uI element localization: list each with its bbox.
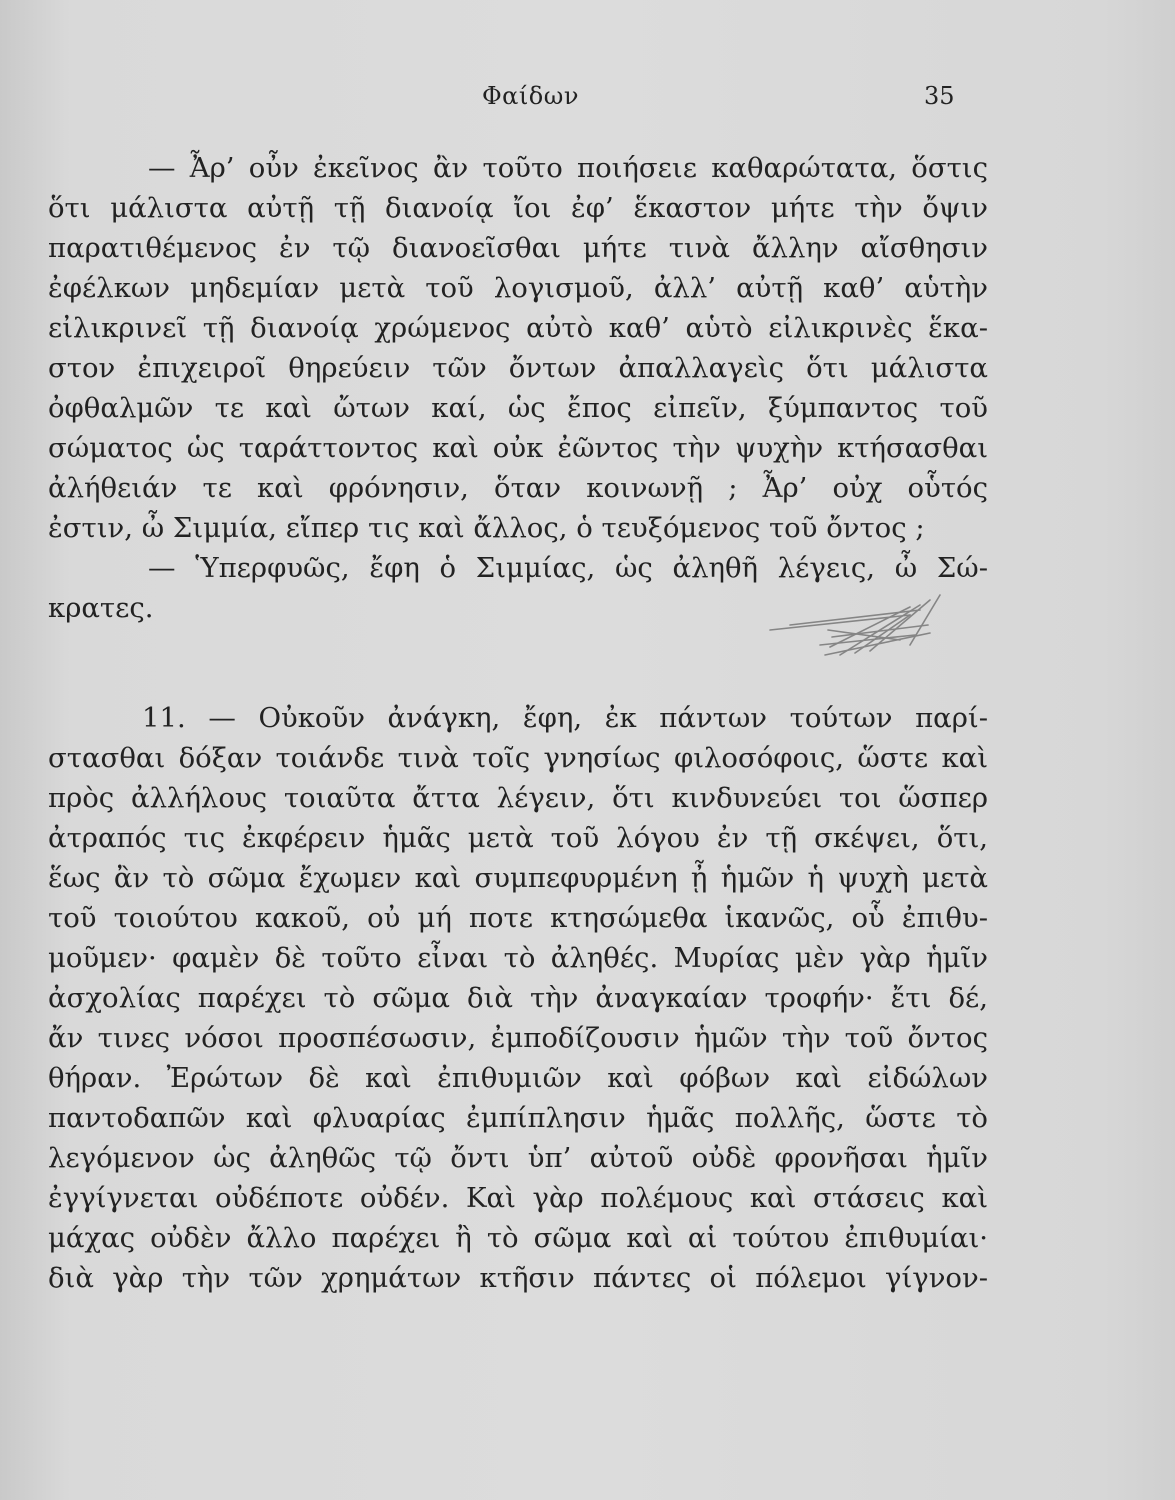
text-line: λεγόμενον ὡς ἀληθῶς τῷ ὄντι ὑπ’ αὐτοῦ οὐδὲ φρονῆσαι ἡμῖν bbox=[48, 1142, 988, 1174]
text-line: — Ἆρ’ οὖν ἐκεῖνος ἂν τοῦτο ποιήσειε καθαρώτατα, ὅστις bbox=[148, 152, 988, 184]
page-header bbox=[0, 82, 1175, 122]
text-line: σώματος ὡς ταράττοντος καὶ οὐκ ἐῶντος τὴν ψυχὴν κτήσασθαι bbox=[48, 432, 988, 464]
text-line: ἐφέλκων μηδεμίαν μετὰ τοῦ λογισμοῦ, ἀλλ’ αὐτῇ καθ’ αὑτὴν bbox=[48, 272, 988, 304]
text-line: ἕως ἂν τὸ σῶμα ἔχωμεν καὶ συμπεφυρμένη ᾖ ἡμῶν ἡ ψυχὴ μετὰ bbox=[48, 862, 988, 894]
text-line: 11. — Οὐκοῦν ἀνάγκη, ἔφη, ἐκ πάντων τούτων παρί- bbox=[142, 702, 988, 734]
text-line: θήραν. Ἐρώτων δὲ καὶ ἐπιθυμιῶν καὶ φόβων καὶ εἰδώλων bbox=[48, 1062, 988, 1094]
page-number: 35 bbox=[924, 82, 955, 110]
text-line: ἐγγίγνεται οὐδέποτε οὐδέν. Καὶ γὰρ πολέμους καὶ στάσεις καὶ bbox=[48, 1182, 988, 1214]
text-line: τοῦ τοιούτου κακοῦ, οὐ μή ποτε κτησώμεθα ἱκανῶς, οὗ ἐπιθυ- bbox=[48, 902, 988, 934]
text-line: ἀτραπός τις ἐκφέρειν ἡμᾶς μετὰ τοῦ λόγου ἐν τῇ σκέψει, ὅτι, bbox=[48, 822, 988, 854]
text-line: ὀφθαλμῶν τε καὶ ὤτων καί, ὡς ἔπος εἰπεῖν, ξύμπαντος τοῦ bbox=[48, 392, 988, 424]
text-line: — Ὑπερφυῶς, ἔφη ὁ Σιμμίας, ὡς ἀληθῆ λέγεις, ὦ Σώ- bbox=[148, 552, 988, 584]
text-line: παρατιθέμενος ἐν τῷ διανοεῖσθαι μήτε τινὰ ἄλλην αἴσθησιν bbox=[48, 232, 988, 264]
text-line: εἰλικρινεῖ τῇ διανοίᾳ χρώμενος αὐτὸ καθ’ αὑτὸ εἰλικρινὲς ἕκα- bbox=[48, 312, 988, 344]
pencil-scribble-mark bbox=[760, 585, 960, 665]
text-line: παντοδαπῶν καὶ φλυαρίας ἐμπίπλησιν ἡμᾶς πολλῆς, ὥστε τὸ bbox=[48, 1102, 988, 1134]
running-title: Φαίδων bbox=[482, 82, 579, 110]
text-line: ἀσχολίας παρέχει τὸ σῶμα διὰ τὴν ἀναγκαίαν τροφήν· ἔτι δέ, bbox=[48, 982, 988, 1014]
text-line: στον ἐπιχειροῖ θηρεύειν τῶν ὄντων ἀπαλλαγεὶς ὅτι μάλιστα bbox=[48, 352, 988, 384]
text-line: ἄν τινες νόσοι προσπέσωσιν, ἐμποδίζουσιν ἡμῶν τὴν τοῦ ὄντος bbox=[48, 1022, 988, 1054]
text-line: ἐστιν, ὦ Σιμμία, εἴπερ τις καὶ ἄλλος, ὁ τευξόμενος τοῦ ὄντος ; bbox=[48, 512, 925, 544]
text-line: διὰ γὰρ τὴν τῶν χρημάτων κτῆσιν πάντες οἱ πόλεμοι γίγνον- bbox=[48, 1262, 988, 1294]
text-line: πρὸς ἀλλήλους τοιαῦτα ἄττα λέγειν, ὅτι κινδυνεύει τοι ὥσπερ bbox=[48, 782, 988, 814]
text-line: στασθαι δόξαν τοιάνδε τινὰ τοῖς γνησίως φιλοσόφοις, ὥστε καὶ bbox=[48, 742, 988, 774]
text-line: μοῦμεν· φαμὲν δὲ τοῦτο εἶναι τὸ ἀληθές. Μυρίας μὲν γὰρ ἡμῖν bbox=[48, 942, 988, 974]
text-line: μάχας οὐδὲν ἄλλο παρέχει ἢ τὸ σῶμα καὶ αἱ τούτου ἐπιθυμίαι· bbox=[48, 1222, 988, 1254]
text-line: ὅτι μάλιστα αὐτῇ τῇ διανοίᾳ ἴοι ἐφ’ ἕκαστον μήτε τὴν ὄψιν bbox=[48, 192, 988, 224]
text-line: κρατες. bbox=[48, 592, 154, 624]
text-line: ἀλήθειάν τε καὶ φρόνησιν, ὅταν κοινωνῇ ; Ἆρ’ οὐχ οὗτός bbox=[48, 472, 988, 504]
